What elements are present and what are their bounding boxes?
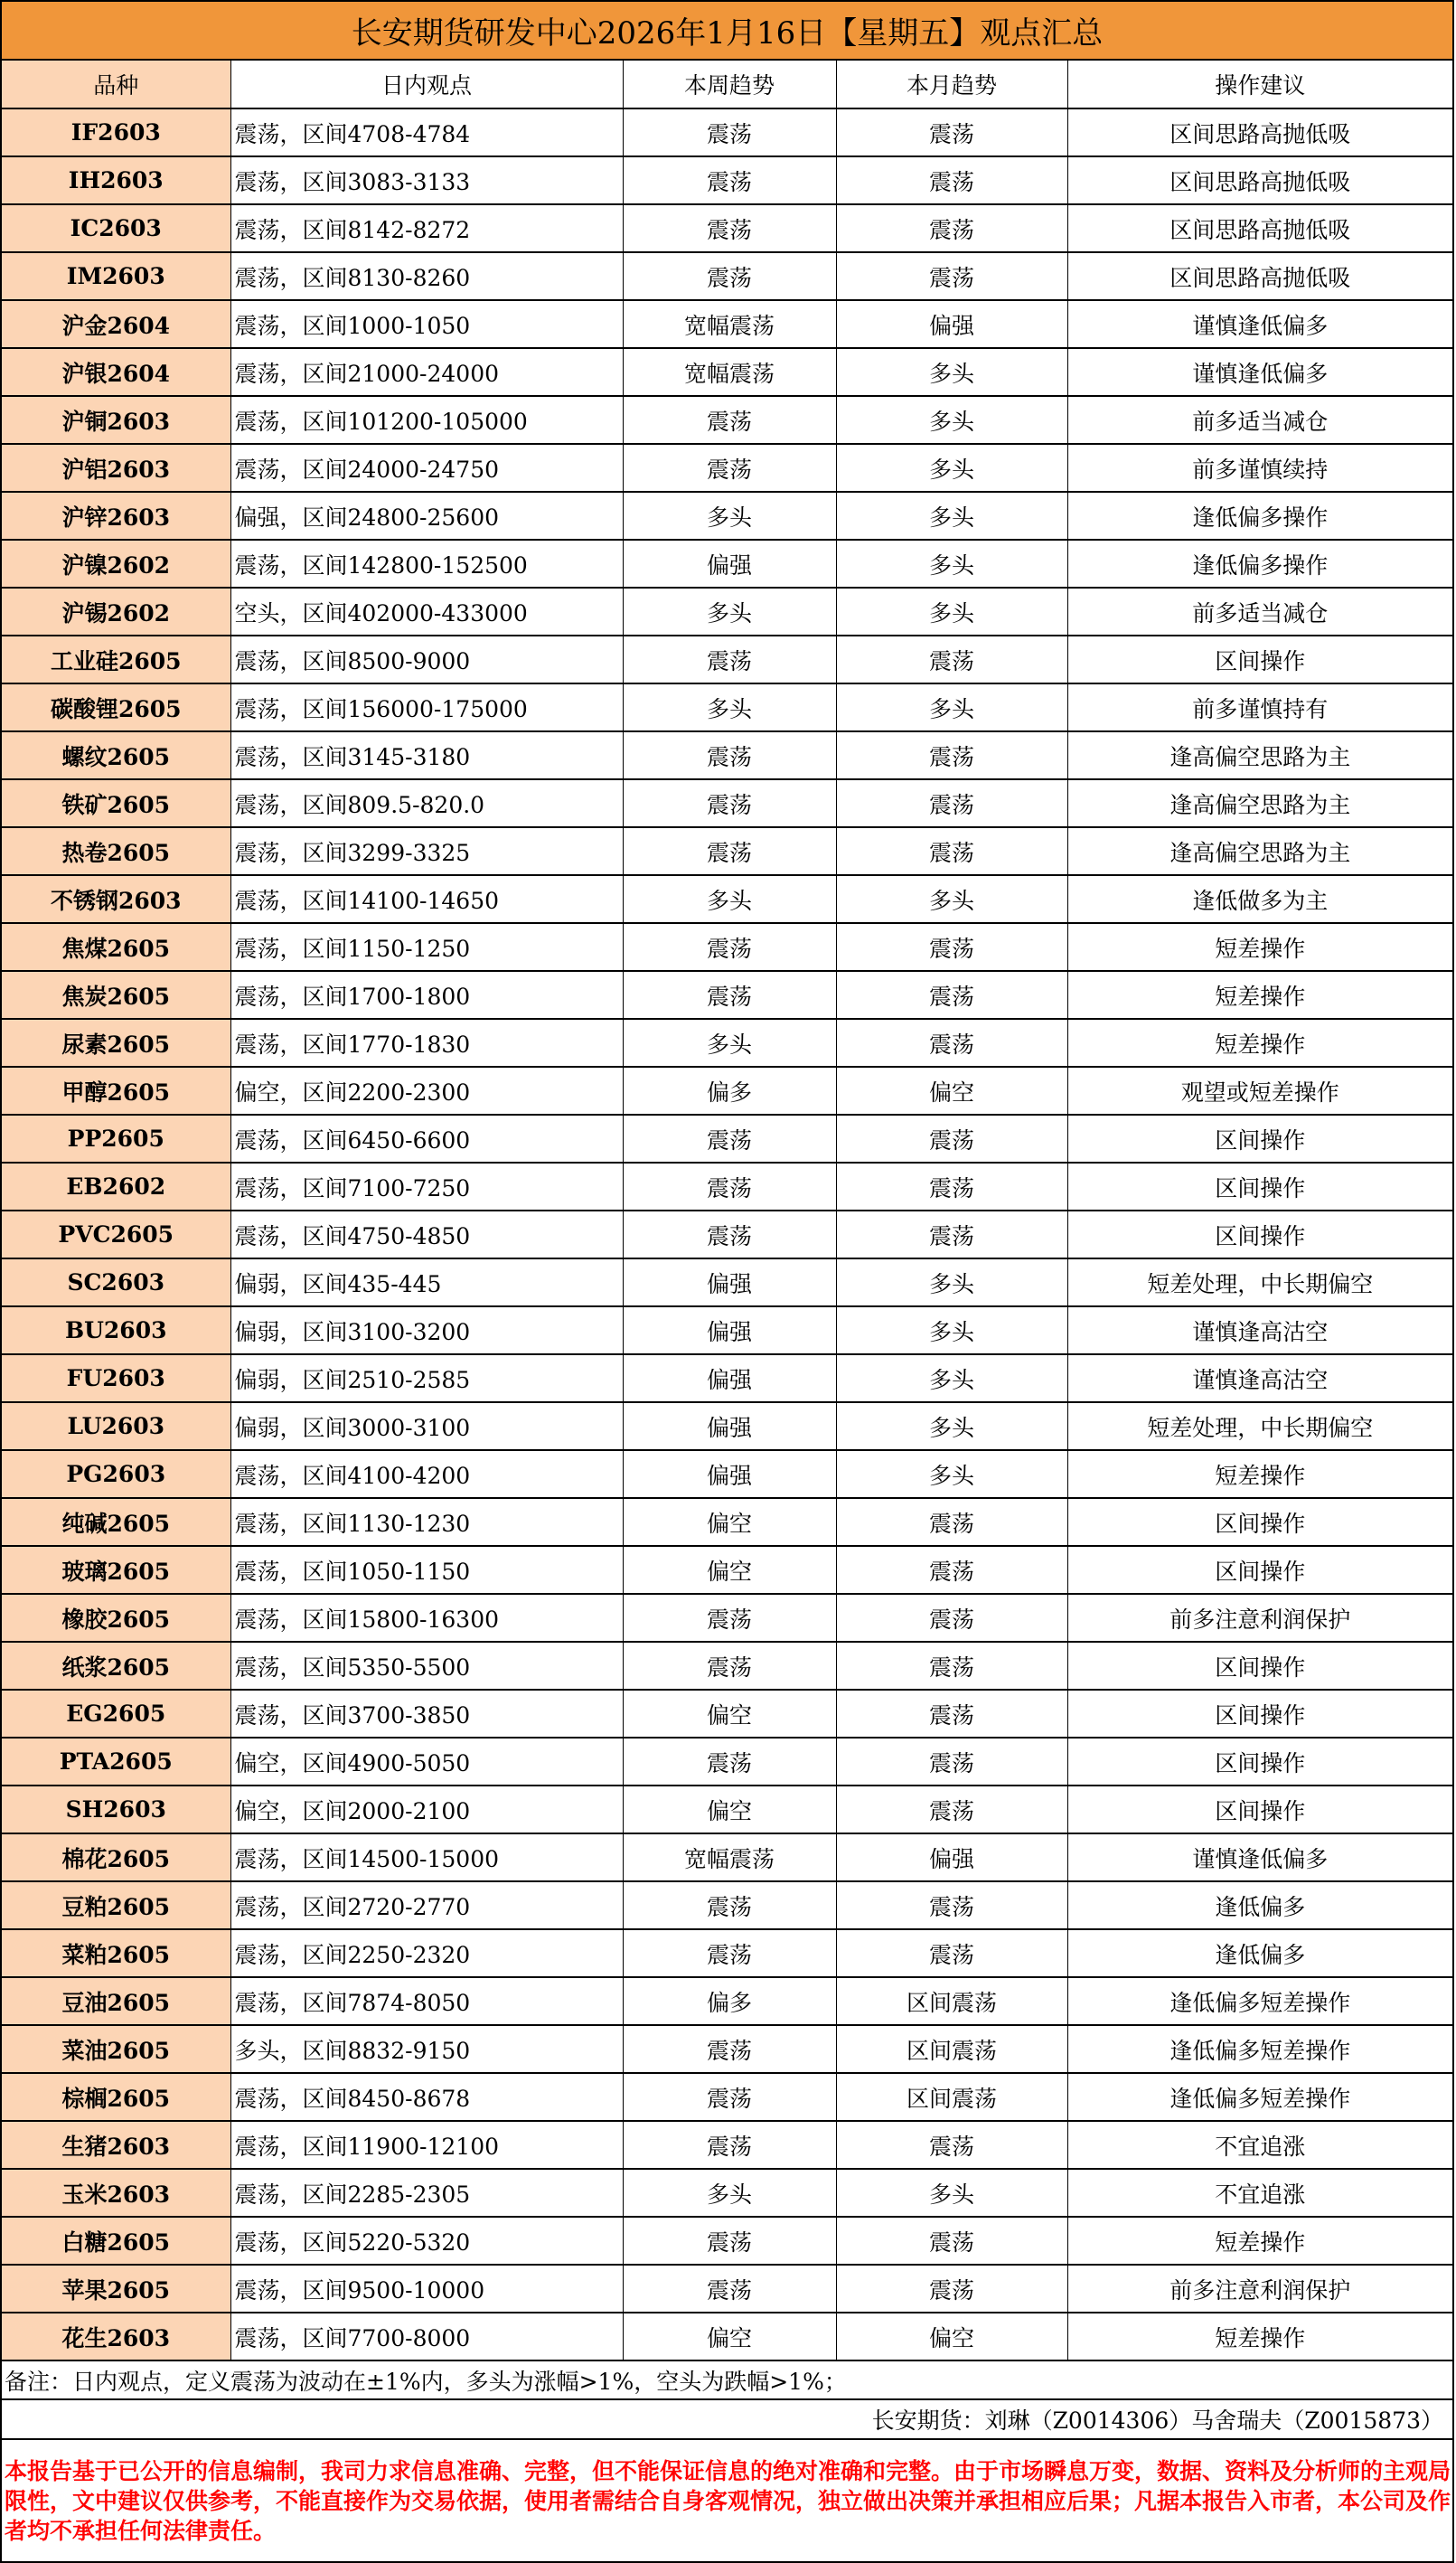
intraday-view-cell: 震荡，区间7874-8050 [230,1977,623,2025]
weekly-trend-cell: 震荡 [623,2025,836,2073]
monthly-trend-cell: 震荡 [836,1019,1067,1067]
operation-advice-cell: 逢高偏空思路为主 [1067,779,1452,827]
table-row [2,2121,1452,2169]
weekly-trend-cell: 偏空 [623,1546,836,1594]
table-row [2,731,1452,779]
variety-cell: PP2605 [2,1115,230,1163]
table-row [2,1354,1452,1402]
table-row [2,1211,1452,1258]
intraday-view-cell: 震荡，区间7100-7250 [230,1163,623,1211]
intraday-view-cell: 震荡，区间15800-16300 [230,1594,623,1642]
monthly-trend-cell: 偏空 [836,1067,1067,1115]
variety-cell: IC2603 [2,204,230,252]
table-row [2,1067,1452,1115]
operation-advice-cell: 区间操作 [1067,1786,1452,1833]
table-row [2,1929,1452,1977]
monthly-trend-cell: 震荡 [836,1498,1067,1546]
intraday-view-cell: 震荡，区间4708-4784 [230,108,623,156]
variety-cell: PVC2605 [2,1211,230,1258]
remark-note: 备注：日内观点，定义震荡为波动在±1%内，多头为涨幅>1%，空头为跌幅>1%； [2,2361,1452,2400]
table-row [2,2265,1452,2313]
variety-cell: PTA2605 [2,1738,230,1786]
weekly-trend-cell: 震荡 [623,1642,836,1690]
table-row [2,2169,1452,2217]
table-row [2,300,1452,348]
operation-advice-cell: 短差处理，中长期偏空 [1067,1258,1452,1306]
table-row [2,875,1452,923]
monthly-trend-cell: 震荡 [836,923,1067,971]
operation-advice-cell: 谨慎逢高沽空 [1067,1306,1452,1354]
weekly-trend-cell: 震荡 [623,779,836,827]
monthly-trend-cell: 区间震荡 [836,2025,1067,2073]
intraday-view-cell: 震荡，区间3083-3133 [230,156,623,204]
operation-advice-cell: 逢低偏多 [1067,1929,1452,1977]
table-row [2,2025,1452,2073]
intraday-view-cell: 震荡，区间8142-8272 [230,204,623,252]
intraday-view-cell: 震荡，区间9500-10000 [230,2265,623,2313]
weekly-trend-cell: 偏多 [623,1977,836,2025]
table-row [2,1786,1452,1833]
header-weekly-trend: 本周趋势 [623,61,836,108]
intraday-view-cell: 震荡，区间5350-5500 [230,1642,623,1690]
table-row [2,156,1452,204]
variety-cell: 沪银2604 [2,348,230,396]
variety-cell: 豆粕2605 [2,1881,230,1929]
weekly-trend-cell: 震荡 [623,731,836,779]
intraday-view-cell: 震荡，区间11900-12100 [230,2121,623,2169]
table-row [2,1881,1452,1929]
monthly-trend-cell: 多头 [836,1402,1067,1450]
header-intraday-view: 日内观点 [230,61,623,108]
intraday-view-cell: 震荡，区间3145-3180 [230,731,623,779]
operation-advice-cell: 区间操作 [1067,1690,1452,1738]
monthly-trend-cell: 震荡 [836,827,1067,875]
variety-cell: 玉米2603 [2,2169,230,2217]
monthly-trend-cell: 多头 [836,1450,1067,1498]
operation-advice-cell: 前多谨慎持有 [1067,683,1452,731]
header-operation-advice: 操作建议 [1067,61,1452,108]
monthly-trend-cell: 震荡 [836,252,1067,300]
intraday-view-cell: 震荡，区间5220-5320 [230,2217,623,2265]
variety-cell: 纯碱2605 [2,1498,230,1546]
intraday-view-cell: 偏弱，区间435-445 [230,1258,623,1306]
monthly-trend-cell: 震荡 [836,1642,1067,1690]
views-table [2,61,1452,2361]
variety-cell: 热卷2605 [2,827,230,875]
variety-cell: 尿素2605 [2,1019,230,1067]
monthly-trend-cell: 震荡 [836,636,1067,683]
variety-cell: FU2603 [2,1354,230,1402]
intraday-view-cell: 震荡，区间2250-2320 [230,1929,623,1977]
variety-cell: 豆油2605 [2,1977,230,2025]
variety-cell: 菜粕2605 [2,1929,230,1977]
monthly-trend-cell: 区间震荡 [836,2073,1067,2121]
header-variety: 品种 [2,61,230,108]
weekly-trend-cell: 宽幅震荡 [623,348,836,396]
weekly-trend-cell: 震荡 [623,204,836,252]
weekly-trend-cell: 偏强 [623,1402,836,1450]
operation-advice-cell: 区间操作 [1067,1546,1452,1594]
operation-advice-cell: 逢低做多为主 [1067,875,1452,923]
table-row [2,396,1452,444]
operation-advice-cell: 短差操作 [1067,2217,1452,2265]
variety-cell: 沪铜2603 [2,396,230,444]
intraday-view-cell: 震荡，区间8500-9000 [230,636,623,683]
weekly-trend-cell: 多头 [623,1019,836,1067]
variety-cell: 沪铝2603 [2,444,230,492]
monthly-trend-cell: 震荡 [836,1786,1067,1833]
intraday-view-cell: 震荡，区间1130-1230 [230,1498,623,1546]
table-row [2,348,1452,396]
operation-advice-cell: 不宜追涨 [1067,2121,1452,2169]
table-row [2,1546,1452,1594]
operation-advice-cell: 不宜追涨 [1067,2169,1452,2217]
weekly-trend-cell: 多头 [623,683,836,731]
variety-cell: 焦炭2605 [2,971,230,1019]
intraday-view-cell: 震荡，区间142800-152500 [230,540,623,588]
operation-advice-cell: 逢低偏多短差操作 [1067,2073,1452,2121]
intraday-view-cell: 震荡，区间2720-2770 [230,1881,623,1929]
monthly-trend-cell: 震荡 [836,1211,1067,1258]
intraday-view-cell: 震荡，区间4100-4200 [230,1450,623,1498]
variety-cell: 棕榈2605 [2,2073,230,2121]
variety-cell: 玻璃2605 [2,1546,230,1594]
variety-cell: 棉花2605 [2,1833,230,1881]
table-row [2,683,1452,731]
weekly-trend-cell: 偏强 [623,1306,836,1354]
monthly-trend-cell: 多头 [836,444,1067,492]
weekly-trend-cell: 偏强 [623,1450,836,1498]
operation-advice-cell: 区间操作 [1067,636,1452,683]
monthly-trend-cell: 震荡 [836,1738,1067,1786]
operation-advice-cell: 区间思路高抛低吸 [1067,156,1452,204]
weekly-trend-cell: 震荡 [623,2073,836,2121]
operation-advice-cell: 区间操作 [1067,1498,1452,1546]
intraday-view-cell: 震荡，区间2285-2305 [230,2169,623,2217]
operation-advice-cell: 逢低偏多短差操作 [1067,2025,1452,2073]
variety-cell: EB2602 [2,1163,230,1211]
monthly-trend-cell: 多头 [836,1354,1067,1402]
intraday-view-cell: 震荡，区间809.5-820.0 [230,779,623,827]
variety-cell: 螺纹2605 [2,731,230,779]
intraday-view-cell: 偏空，区间2200-2300 [230,1067,623,1115]
intraday-view-cell: 偏弱，区间3000-3100 [230,1402,623,1450]
operation-advice-cell: 区间思路高抛低吸 [1067,108,1452,156]
table-row [2,971,1452,1019]
table-row [2,1977,1452,2025]
operation-advice-cell: 短差处理，中长期偏空 [1067,1402,1452,1450]
intraday-view-cell: 偏强，区间24800-25600 [230,492,623,540]
monthly-trend-cell: 震荡 [836,204,1067,252]
operation-advice-cell: 逢低偏多短差操作 [1067,1977,1452,2025]
variety-cell: 纸浆2605 [2,1642,230,1690]
weekly-trend-cell: 偏强 [623,540,836,588]
monthly-trend-cell: 偏强 [836,1833,1067,1881]
intraday-view-cell: 震荡，区间1700-1800 [230,971,623,1019]
operation-advice-cell: 前多适当减仓 [1067,396,1452,444]
variety-cell: 铁矿2605 [2,779,230,827]
table-row [2,2217,1452,2265]
intraday-view-cell: 震荡，区间24000-24750 [230,444,623,492]
monthly-trend-cell: 震荡 [836,971,1067,1019]
table-row [2,540,1452,588]
operation-advice-cell: 区间操作 [1067,1211,1452,1258]
header-row [2,61,1452,108]
intraday-view-cell: 震荡，区间6450-6600 [230,1115,623,1163]
operation-advice-cell: 逢低偏多操作 [1067,540,1452,588]
table-body [2,108,1452,2360]
weekly-trend-cell: 宽幅震荡 [623,1833,836,1881]
table-row [2,636,1452,683]
intraday-view-cell: 震荡，区间7700-8000 [230,2313,623,2360]
intraday-view-cell: 震荡，区间3299-3325 [230,827,623,875]
weekly-trend-cell: 多头 [623,875,836,923]
intraday-view-cell: 偏空，区间2000-2100 [230,1786,623,1833]
table-row [2,252,1452,300]
monthly-trend-cell: 震荡 [836,1929,1067,1977]
weekly-trend-cell: 震荡 [623,2217,836,2265]
variety-cell: 沪锡2602 [2,588,230,636]
operation-advice-cell: 区间操作 [1067,1738,1452,1786]
operation-advice-cell: 短差操作 [1067,971,1452,1019]
operation-advice-cell: 观望或短差操作 [1067,1067,1452,1115]
operation-advice-cell: 短差操作 [1067,2313,1452,2360]
weekly-trend-cell: 震荡 [623,396,836,444]
table-row [2,1498,1452,1546]
operation-advice-cell: 逢低偏多 [1067,1881,1452,1929]
operation-advice-cell: 前多注意利润保护 [1067,2265,1452,2313]
intraday-view-cell: 空头，区间402000-433000 [230,588,623,636]
table-row [2,1019,1452,1067]
monthly-trend-cell: 震荡 [836,108,1067,156]
table-row [2,1450,1452,1498]
table-row [2,1402,1452,1450]
disclaimer-text: 本报告基于已公开的信息编制，我司力求信息准确、完整，但不能保证信息的绝对准确和完整。由于市场瞬息万变，数据、资料及分析师的主观局限性，文中建议仅供参考，不能直接作为交易依据，使用者需结合自身客观情况，独立做出决策并承担相应后果；凡据本报告入市者，本公司及作者均不承担任何法律责任。 [2,2440,1452,2563]
weekly-trend-cell: 多头 [623,492,836,540]
table-row [2,444,1452,492]
intraday-view-cell: 震荡，区间156000-175000 [230,683,623,731]
table-row [2,1115,1452,1163]
weekly-trend-cell: 震荡 [623,252,836,300]
author-credit: 长安期货：刘琳（Z0014306）马舍瑞夫（Z0015873） [2,2400,1452,2440]
variety-cell: 工业硅2605 [2,636,230,683]
variety-cell: IF2603 [2,108,230,156]
table-row [2,923,1452,971]
table-row [2,779,1452,827]
table-row [2,2073,1452,2121]
intraday-view-cell: 偏弱，区间2510-2585 [230,1354,623,1402]
variety-cell: LU2603 [2,1402,230,1450]
monthly-trend-cell: 震荡 [836,156,1067,204]
monthly-trend-cell: 偏强 [836,300,1067,348]
variety-cell: 焦煤2605 [2,923,230,971]
intraday-view-cell: 震荡，区间4750-4850 [230,1211,623,1258]
monthly-trend-cell: 多头 [836,540,1067,588]
weekly-trend-cell: 宽幅震荡 [623,300,836,348]
operation-advice-cell: 区间操作 [1067,1115,1452,1163]
variety-cell: 沪锌2603 [2,492,230,540]
operation-advice-cell: 逢低偏多操作 [1067,492,1452,540]
variety-cell: 白糖2605 [2,2217,230,2265]
intraday-view-cell: 震荡，区间101200-105000 [230,396,623,444]
monthly-trend-cell: 区间震荡 [836,1977,1067,2025]
monthly-trend-cell: 震荡 [836,779,1067,827]
table-row [2,492,1452,540]
weekly-trend-cell: 震荡 [623,2121,836,2169]
operation-advice-cell: 前多注意利润保护 [1067,1594,1452,1642]
weekly-trend-cell: 震荡 [623,1881,836,1929]
variety-cell: 菜油2605 [2,2025,230,2073]
operation-advice-cell: 谨慎逢低偏多 [1067,348,1452,396]
table-row [2,2313,1452,2360]
report-title: 长安期货研发中心2026年1月16日【星期五】观点汇总 [2,0,1452,61]
weekly-trend-cell: 震荡 [623,2265,836,2313]
variety-cell: SC2603 [2,1258,230,1306]
monthly-trend-cell: 多头 [836,1258,1067,1306]
variety-cell: 沪金2604 [2,300,230,348]
variety-cell: PG2603 [2,1450,230,1498]
monthly-trend-cell: 震荡 [836,1115,1067,1163]
monthly-trend-cell: 多头 [836,588,1067,636]
weekly-trend-cell: 震荡 [623,1738,836,1786]
weekly-trend-cell: 震荡 [623,827,836,875]
weekly-trend-cell: 偏多 [623,1067,836,1115]
weekly-trend-cell: 多头 [623,2169,836,2217]
monthly-trend-cell: 多头 [836,348,1067,396]
monthly-trend-cell: 震荡 [836,1881,1067,1929]
monthly-trend-cell: 多头 [836,492,1067,540]
weekly-trend-cell: 震荡 [623,1929,836,1977]
table-row [2,827,1452,875]
variety-cell: 沪镍2602 [2,540,230,588]
weekly-trend-cell: 震荡 [623,444,836,492]
variety-cell: EG2605 [2,1690,230,1738]
weekly-trend-cell: 震荡 [623,1115,836,1163]
weekly-trend-cell: 偏空 [623,1786,836,1833]
table-row [2,1642,1452,1690]
operation-advice-cell: 短差操作 [1067,1019,1452,1067]
variety-cell: 橡胶2605 [2,1594,230,1642]
header-monthly-trend: 本月趋势 [836,61,1067,108]
operation-advice-cell: 逢高偏空思路为主 [1067,827,1452,875]
intraday-view-cell: 震荡，区间3700-3850 [230,1690,623,1738]
monthly-trend-cell: 震荡 [836,731,1067,779]
weekly-trend-cell: 偏强 [623,1258,836,1306]
monthly-trend-cell: 震荡 [836,1546,1067,1594]
variety-cell: IM2603 [2,252,230,300]
weekly-trend-cell: 震荡 [623,1163,836,1211]
intraday-view-cell: 偏空，区间4900-5050 [230,1738,623,1786]
operation-advice-cell: 前多谨慎续持 [1067,444,1452,492]
monthly-trend-cell: 震荡 [836,1690,1067,1738]
table-row [2,108,1452,156]
variety-cell: 苹果2605 [2,2265,230,2313]
variety-cell: BU2603 [2,1306,230,1354]
table-row [2,1738,1452,1786]
operation-advice-cell: 区间操作 [1067,1642,1452,1690]
table-row [2,1690,1452,1738]
weekly-trend-cell: 震荡 [623,971,836,1019]
intraday-view-cell: 震荡，区间1000-1050 [230,300,623,348]
operation-advice-cell: 逢高偏空思路为主 [1067,731,1452,779]
weekly-trend-cell: 多头 [623,588,836,636]
weekly-trend-cell: 震荡 [623,156,836,204]
operation-advice-cell: 区间思路高抛低吸 [1067,252,1452,300]
monthly-trend-cell: 偏空 [836,2313,1067,2360]
monthly-trend-cell: 多头 [836,875,1067,923]
variety-cell: 生猪2603 [2,2121,230,2169]
weekly-trend-cell: 偏空 [623,2313,836,2360]
operation-advice-cell: 区间思路高抛低吸 [1067,204,1452,252]
operation-advice-cell: 短差操作 [1067,1450,1452,1498]
monthly-trend-cell: 多头 [836,396,1067,444]
monthly-trend-cell: 震荡 [836,1594,1067,1642]
intraday-view-cell: 多头，区间8832-9150 [230,2025,623,2073]
variety-cell: 甲醇2605 [2,1067,230,1115]
table-row [2,588,1452,636]
variety-cell: 碳酸锂2605 [2,683,230,731]
variety-cell: 花生2603 [2,2313,230,2360]
table-row [2,1594,1452,1642]
weekly-trend-cell: 震荡 [623,1594,836,1642]
weekly-trend-cell: 偏空 [623,1690,836,1738]
intraday-view-cell: 震荡，区间21000-24000 [230,348,623,396]
table-row [2,1306,1452,1354]
monthly-trend-cell: 震荡 [836,2121,1067,2169]
weekly-trend-cell: 震荡 [623,636,836,683]
intraday-view-cell: 震荡，区间14100-14650 [230,875,623,923]
operation-advice-cell: 谨慎逢高沽空 [1067,1354,1452,1402]
intraday-view-cell: 震荡，区间1050-1150 [230,1546,623,1594]
intraday-view-cell: 偏弱，区间3100-3200 [230,1306,623,1354]
table-row [2,1258,1452,1306]
operation-advice-cell: 短差操作 [1067,923,1452,971]
operation-advice-cell: 谨慎逢低偏多 [1067,1833,1452,1881]
table-header [2,61,1452,108]
monthly-trend-cell: 多头 [836,1306,1067,1354]
weekly-trend-cell: 震荡 [623,1211,836,1258]
variety-cell: IH2603 [2,156,230,204]
weekly-trend-cell: 震荡 [623,108,836,156]
variety-cell: SH2603 [2,1786,230,1833]
monthly-trend-cell: 震荡 [836,2217,1067,2265]
intraday-view-cell: 震荡，区间14500-15000 [230,1833,623,1881]
operation-advice-cell: 谨慎逢低偏多 [1067,300,1452,348]
monthly-trend-cell: 震荡 [836,1163,1067,1211]
monthly-trend-cell: 震荡 [836,2265,1067,2313]
operation-advice-cell: 前多适当减仓 [1067,588,1452,636]
table-row [2,1163,1452,1211]
table-row [2,204,1452,252]
operation-advice-cell: 区间操作 [1067,1163,1452,1211]
weekly-trend-cell: 偏空 [623,1498,836,1546]
monthly-trend-cell: 多头 [836,683,1067,731]
variety-cell: 不锈钢2603 [2,875,230,923]
weekly-trend-cell: 偏强 [623,1354,836,1402]
table-row [2,1833,1452,1881]
intraday-view-cell: 震荡，区间1150-1250 [230,923,623,971]
weekly-trend-cell: 震荡 [623,923,836,971]
intraday-view-cell: 震荡，区间1770-1830 [230,1019,623,1067]
monthly-trend-cell: 多头 [836,2169,1067,2217]
intraday-view-cell: 震荡，区间8450-8678 [230,2073,623,2121]
intraday-view-cell: 震荡，区间8130-8260 [230,252,623,300]
